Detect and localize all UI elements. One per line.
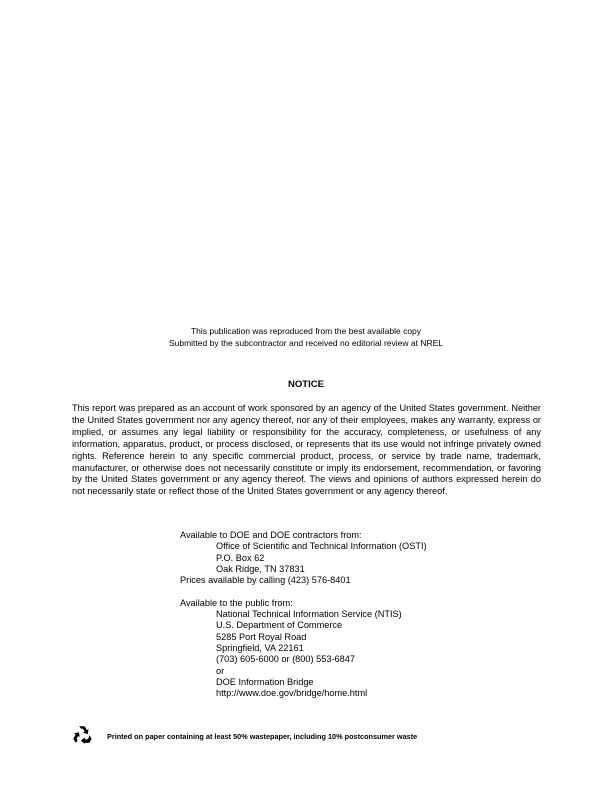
reproduction-note: This publication was reproduced from the best available copy bbox=[190, 326, 422, 336]
prices-note: Prices available by calling (423) 576-8401 bbox=[180, 575, 351, 586]
availability-block bbox=[180, 530, 427, 699]
osti-name: Office of Scientific and Technical Information (OSTI) bbox=[216, 541, 427, 552]
doe-heading: Available to DOE and DOE contractors from: bbox=[180, 530, 362, 540]
spacer bbox=[180, 586, 427, 597]
doe-bridge-url: http://www.doe.gov/bridge/home.html bbox=[216, 688, 368, 699]
ntis-name: National Technical Information Service (NTIS) bbox=[216, 609, 402, 620]
doe-bridge-name: DOE Information Bridge bbox=[216, 676, 314, 687]
notice-title: NOTICE bbox=[288, 379, 324, 390]
osti-po-box: P.O. Box 62 bbox=[216, 552, 265, 563]
ntis-dept: U.S. Department of Commerce bbox=[216, 620, 343, 631]
notice-body: This report was prepared as an account of work sponsored by an agency of the United States government. Neither the United States government nor any agency thereof, nor any of their employees, makes any warranty, express or implied, or assumes any legal liability or responsibility for the accuracy, completeness, or usefulness of any information, apparatus, product, or process disclosed, or represents that its use would not infringe privately owned rights. Reference herein to any specific commercial product, process, or service by trade name, trademark, manufacturer, or otherwise does not necessarily constitute or imply its endorsement, recommendation, or favoring by the United States government or any agency thereof. The views and opinions of authors expressed herein do not necessarily state or reflect those of the United States government or any agency thereof. bbox=[72, 403, 541, 497]
review-note: Submitted by the subcontractor and received no editorial review at NREL bbox=[168, 338, 444, 348]
or-separator: or bbox=[216, 665, 225, 676]
osti-city: Oak Ridge, TN 37831 bbox=[216, 563, 305, 574]
ntis-phone: (703) 605-6000 or (800) 553-6847 bbox=[216, 654, 355, 665]
ntis-street: 5285 Port Royal Road bbox=[216, 631, 307, 642]
ntis-city: Springfield, VA 22161 bbox=[216, 642, 304, 653]
public-heading: Available to the public from: bbox=[180, 597, 293, 608]
recycle-icon bbox=[72, 724, 92, 744]
paper-note: Printed on paper containing at least 50% wastepaper, including 10% postconsumer waste bbox=[107, 732, 418, 741]
